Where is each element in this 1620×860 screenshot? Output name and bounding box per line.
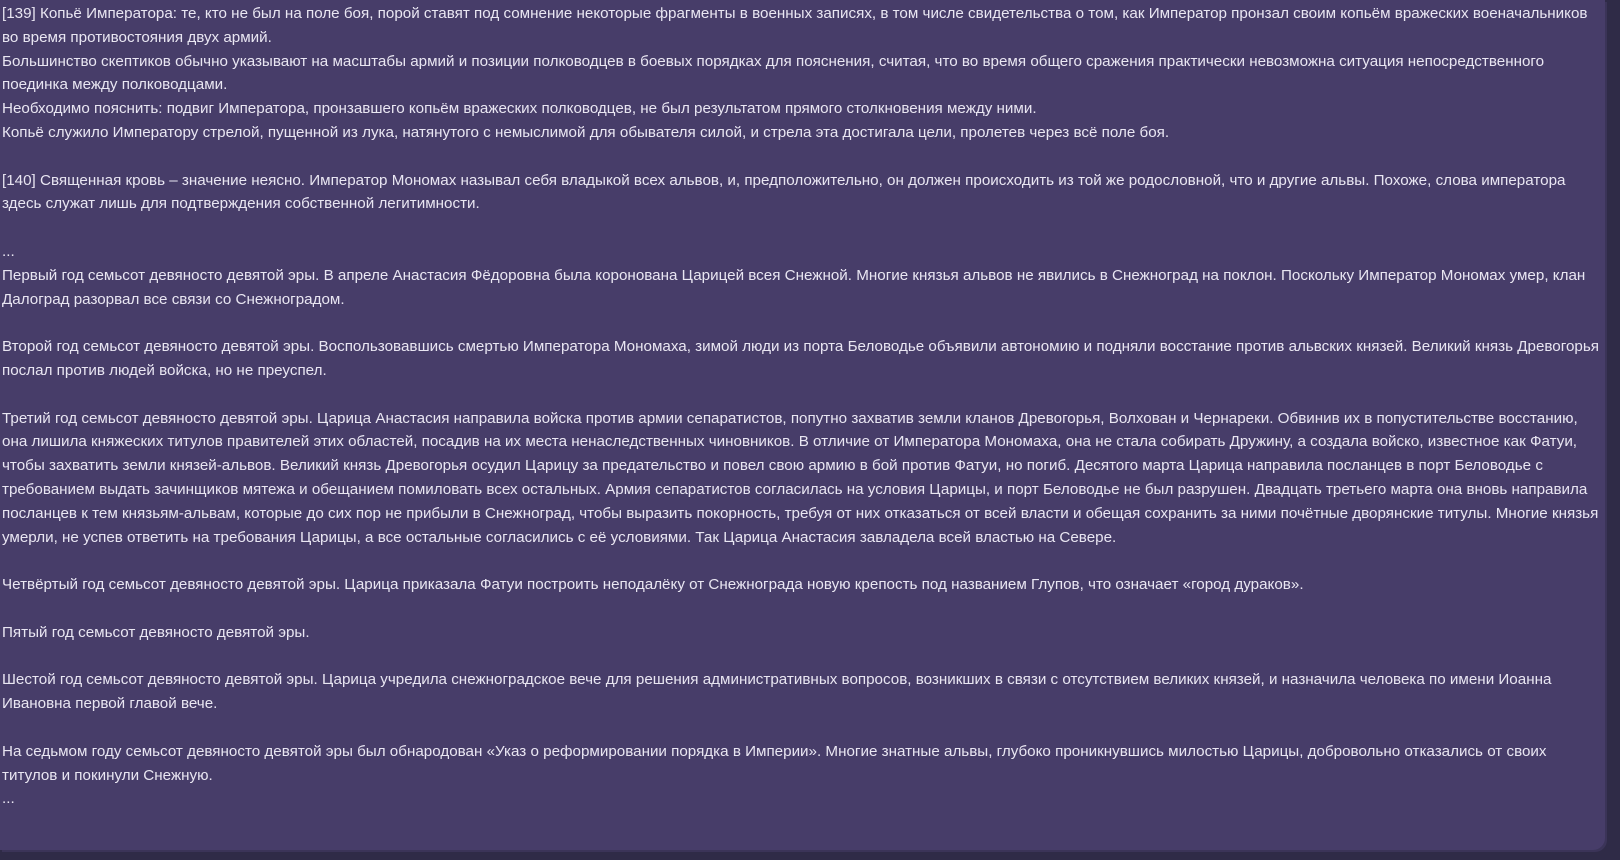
spacer [2,645,1603,669]
spacer [2,216,1603,240]
paragraph-139-line-4: Копьё служило Императору стрелой, пущенной из лука, натянутого с немыслимой для обывателя силой, и стрела эта достигала цели, пролетев через всё поле боя. [2,123,1170,141]
year-second-entry: Второй год семьсот девяносто девятой эры. Воспользовавшись смертью Императора Мономаха, зимой люди из порта Беловодье объявили автономию и подняли восстание против альвских князей. Великий князь Древогорья послал против людей войска, но не преуспел. [2,338,1599,379]
year-sixth-entry: Шестой год семьсот девяносто девятой эры. Царица учредила снежноградское вече для решения административных вопросов, возникших в связи с отсутствием великих князей, и назначила человека по имени Иоанна Ивановна первой главой вече. [2,671,1552,713]
paragraph-139-line-2: Большинство скептиков обычно указывают на масштабы армий и позиции полководцев в боевых порядках для пояснения, считая, что во время общего сражения практически невозможна ситуация непосредственного поединка между полководцами. [2,52,1545,94]
spacer [2,311,1603,335]
ellipsis-top: ... [2,242,15,260]
spacer [2,145,1603,169]
year-fifth-entry: Пятый год семьсот девяносто девятой эры. [2,623,310,641]
spacer [2,716,1603,740]
spacer [2,383,1603,407]
paragraph-139-line-3: Необходимо пояснить: подвиг Императора, пронзавшего копьём вражеских полководцев, не был результатом прямого столкновения между ними. [2,100,1037,118]
year-fourth-entry: Четвёртый год семьсот девяносто девятой эры. Царица приказала Фатуи построить неподалёку от Снежнограда новую крепость под названием Глупов, что означает «город дураков». [2,576,1304,594]
ellipsis-bottom: ... [2,790,15,808]
year-seventh-entry: На седьмом году семьсот девяносто девятой эры был обнародован «Указ о реформировании порядка в Империи». Многие знатные альвы, глубоко проникнувшись милостью Царицы, добровольно отказались от своих титулов и покинули Снежную. [2,742,1547,784]
paragraph-140: [140] Священная кровь – значение неясно. Император Мономах называл себя владыкой всех альвов, и, предположительно, он должен происходить из той же родословной, что и другие альвы. Похоже, слова императора здесь служат лишь для подтверждения собственной легитимности. [2,171,1566,213]
spacer [2,549,1603,573]
year-first-entry: Первый год семьсот девяносто девятой эры. В апреле Анастасия Фёдоровна была коронована Царицей всея Снежной. Многие князья альвов не явились в Снежноград на поклон. Поскольку Император Мономах умер, клан Далоград разорвал все связи со Снежноградом. [2,266,1586,308]
vertical-scrollbar[interactable] [1589,0,1603,842]
paragraph-139-line-1: [139] Копьё Императора: те, кто не был на поле боя, порой ставят под сомнение некоторые фрагменты в военных записях, в том числе свидетельства о том, как Император пронзал своим копьём вражеских военачальников во время противостояния двух армий. [2,5,1588,46]
spacer [2,597,1603,621]
year-third-entry: Третий год семьсот девяносто девятой эры. Царица Анастасия направила войска против армии сепаратистов, попутно захватив земли кланов Древогорья, Волхован и Чернареки. Обвинив их в попустительстве восстанию, она лишила княжеских титулов правителей этих областей, посадив на их места ненаследственных чиновников. В отличие от Императора Мономаха, она не стала собирать Дружину, а создала войско, известное как Фатуи, чтобы захватить земли князей-альвов. Великий князь Древогорья осудил Царицу за предательство и повел свою армию в бой против Фатуи, но погиб. Десятого марта Царица направила посланцев в порт Беловодье с требованием выдать зачинщиков мятежа и обещанием помиловать всех остальных. Армия сепаратистов согласилась на условия Царицы, и порт Беловодье не был разрушен. Двадцать третьего марта она вновь направила посланцев к тем князьям-альвам, которые до сих пор не прибыли в Снежноград, чтобы выразить покорность, требуя от них отказаться от всей власти и обещая сохранить за ними почётные дворянские титулы. Многие князья умерли, не успев ответить на требования Царицы, а все остальные согласились с её условиями. Так Царица Анастасия завладела всей властью на Севере. [2,409,1599,546]
